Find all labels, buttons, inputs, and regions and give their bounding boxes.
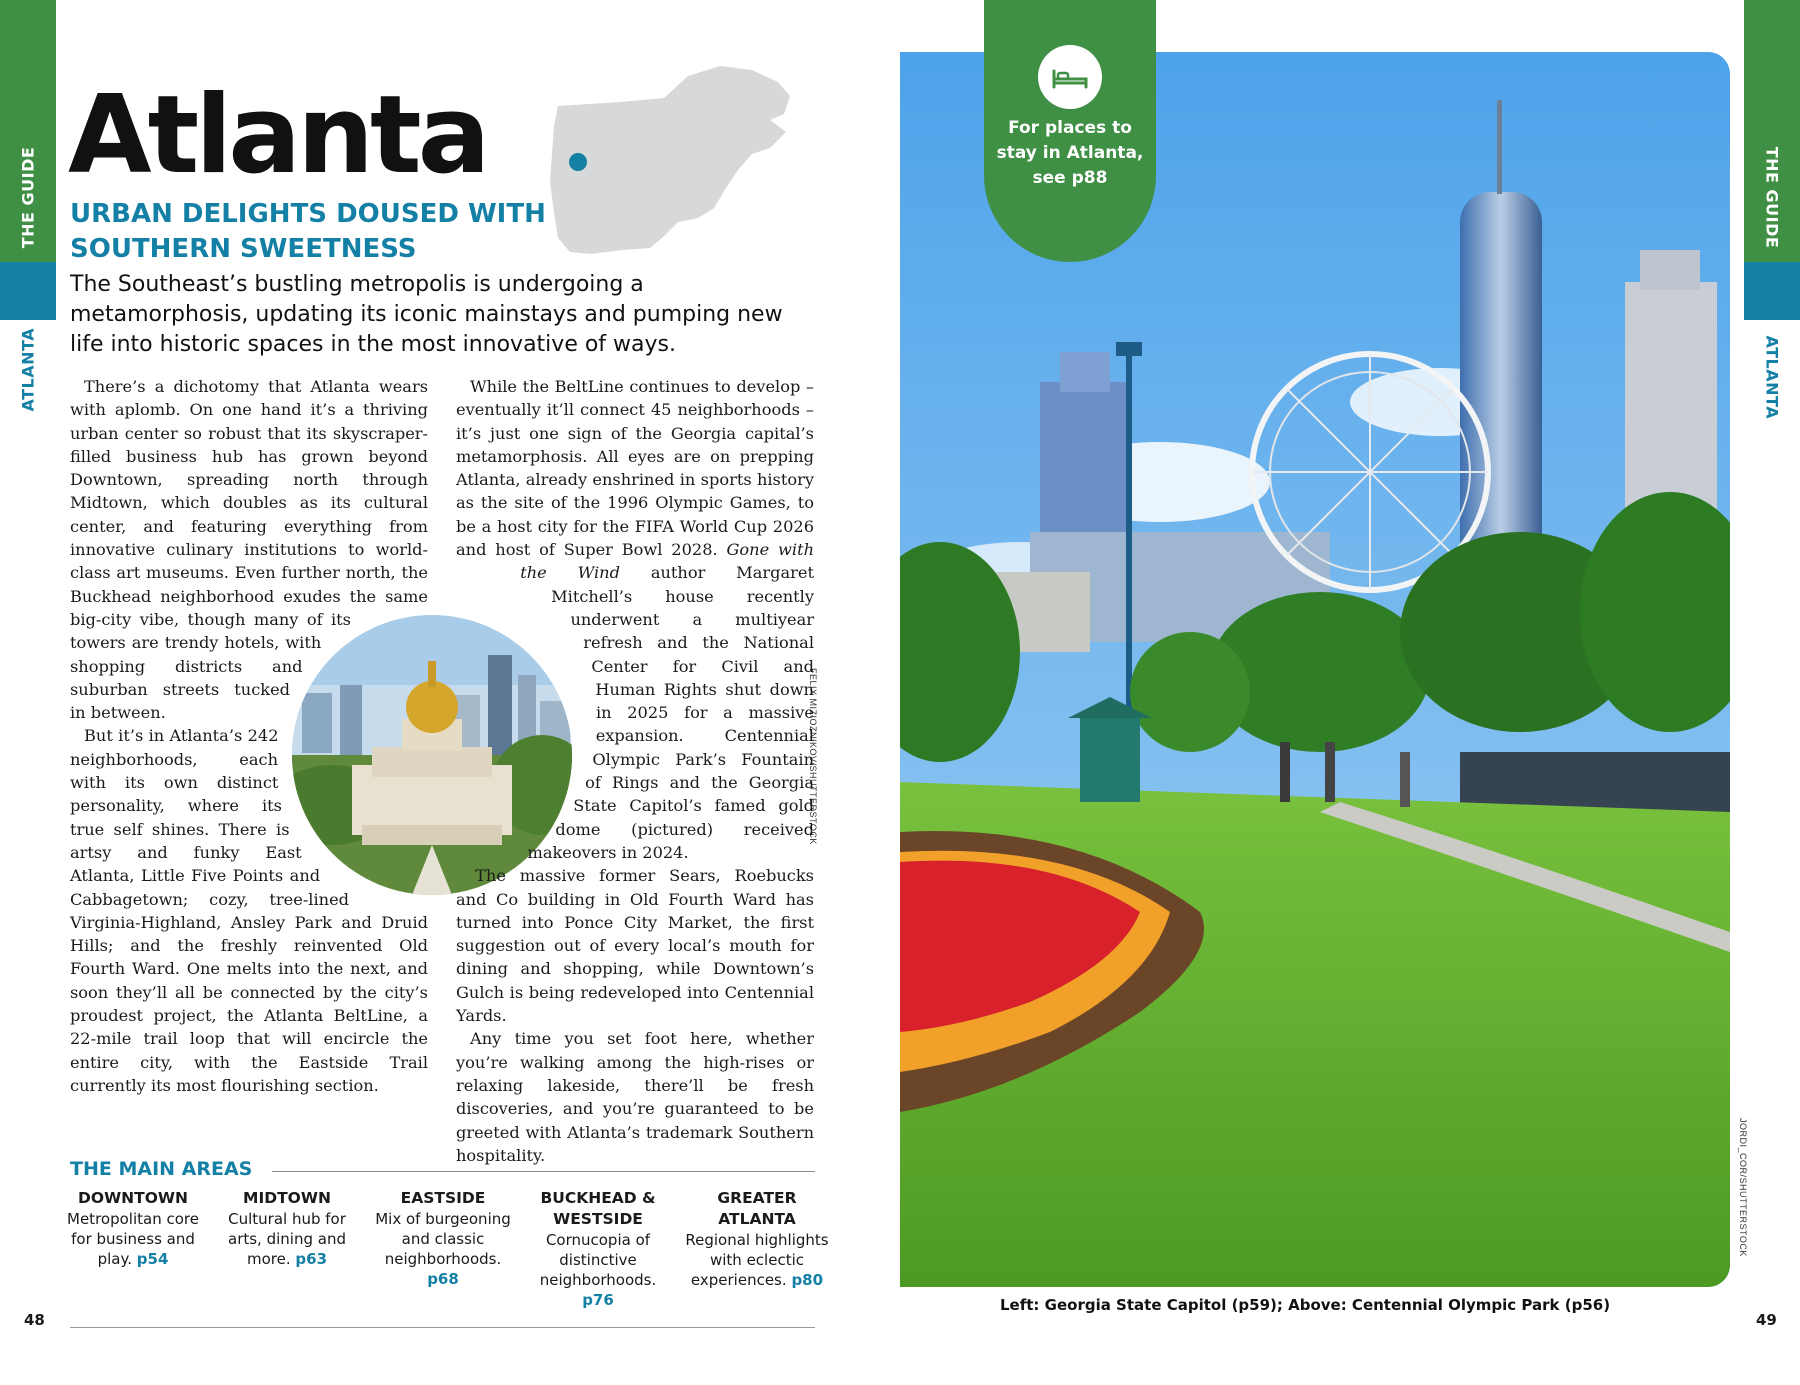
area-description: Mix of burgeoning and classic neighborhoods. p68 xyxy=(375,1210,511,1288)
chapter-tab-right-label: ATLANTA xyxy=(1762,335,1782,420)
area-description: Cultural hub for arts, dining and more. p63 xyxy=(228,1210,346,1268)
accommodation-badge-text: For places to stay in Atlanta, see p88 xyxy=(996,118,1144,188)
section-tab-right-label: THE GUIDE xyxy=(1762,146,1782,249)
body-paragraph: The massive former Sears, Roebucks and Co building in Old Fourth Ward has turned into Ponce City Market, the first suggestion out of every local’s mouth for dining and shopping, while Downtown’s Gulch is being redeveloped into Centennial Yards. xyxy=(456,866,814,1026)
page-number-right: 49 xyxy=(1756,1311,1777,1329)
section-tab-right xyxy=(1744,0,1800,262)
area-name: DOWNTOWN xyxy=(78,1189,188,1207)
main-area-greater-atlanta xyxy=(682,1188,832,1290)
area-description: Regional highlights with eclectic experiences. p80 xyxy=(685,1231,829,1289)
bed-icon xyxy=(1038,45,1102,109)
page-title: Atlanta xyxy=(68,73,487,198)
footer-divider xyxy=(70,1327,815,1328)
body-paragraph: While the BeltLine continues to develop – eventually it’ll connect 45 neighborhoods – it’s just one sign of the Georgia capital’s metamorphosis. All eyes are on prepping Atlanta, already enshrined in sports history as the site of the 1996 Olympic Games, to be a host city for the FIFA World Cup 2026 and host of Super Bowl 2028. Gone with the Wind author Margaret Mitchell’s house recently underwent a multiyear refresh and the National Center for Civil and Human Rights shut down in 2025 for a massive expansion. Centennial Olympic Park’s Fountain of Rings and the Georgia State Capitol’s famed gold dome (pictured) received makeovers in 2024. xyxy=(456,377,814,862)
chapter-tab-left-label: ATLANTA xyxy=(18,327,38,412)
photo-credit-park: JORDI_COR/SHUTTERSTOCK xyxy=(1738,1118,1748,1257)
body-paragraph: Any time you set foot here, whether you’re walking among the high-rises or relaxing lakeside, there’ll be fresh discoveries, and you’re guaranteed to be greeted with Atlanta’s trademark Southern hospitality. xyxy=(456,1029,814,1165)
atlanta-location-dot xyxy=(569,153,587,171)
section-tab-left xyxy=(0,0,56,262)
area-description: Metropolitan core for business and play. p54 xyxy=(67,1210,199,1268)
area-page-link[interactable]: p54 xyxy=(136,1250,169,1268)
area-page-link[interactable]: p63 xyxy=(295,1250,328,1268)
page-number-left: 48 xyxy=(24,1311,45,1329)
body-column-right xyxy=(456,375,814,1167)
area-page-link[interactable]: p68 xyxy=(427,1270,459,1288)
area-description: Cornucopia of distinctive neighborhoods. p76 xyxy=(539,1231,657,1309)
body-paragraph: There’s a dichotomy that Atlanta wears with aplomb. On one hand it’s a thriving urban center so robust that its skyscraper-filled business hub has grown beyond Downtown, spreading north through Midtown, which doubles as its cultural center, and featuring everything from innovative culinary institutions to world-class art museums. Even further north, the Buckhead neighborhood exudes the same big-city vibe, though many of its towers are trendy hotels, with shopping districts and suburban streets tucked in between. xyxy=(70,377,428,723)
section-tab-left-label: THE GUIDE xyxy=(18,146,38,249)
page-subtitle: URBAN DELIGHTS DOUSED WITH SOUTHERN SWEETNESS xyxy=(70,199,546,264)
chapter-tab-right xyxy=(1744,262,1800,320)
body-column-left xyxy=(70,375,428,1097)
area-page-link[interactable]: p76 xyxy=(582,1291,614,1309)
photo-caption: Left: Georgia State Capitol (p59); Above: Centennial Olympic Park (p56) xyxy=(1000,1296,1611,1314)
intro-text: The Southeast’s bustling metropolis is undergoing a metamorphosis, updating its iconic mainstays and pumping new life into historic spaces in the most innovative of ways. xyxy=(70,272,783,357)
area-name: BUCKHEAD & WESTSIDE xyxy=(540,1189,656,1228)
chapter-tab-left xyxy=(0,262,56,320)
area-name: EASTSIDE xyxy=(400,1189,486,1207)
photo-credit-capitol: FELIX MIZIOZNIKOV/SHUTTERSTOCK xyxy=(808,668,818,845)
accommodation-badge[interactable] xyxy=(984,0,1156,262)
main-areas-divider xyxy=(272,1171,815,1172)
main-area-downtown xyxy=(58,1188,208,1269)
main-area-buckhead-westside xyxy=(523,1188,673,1310)
main-area-eastside xyxy=(368,1188,518,1289)
area-name: MIDTOWN xyxy=(243,1189,331,1207)
book-title: Gone with the Wind xyxy=(520,540,814,583)
main-area-midtown xyxy=(212,1188,362,1269)
area-name: GREATER ATLANTA xyxy=(717,1189,797,1228)
area-page-link[interactable]: p80 xyxy=(791,1271,824,1289)
main-areas-title: THE MAIN AREAS xyxy=(70,1158,253,1180)
body-paragraph: But it’s in Atlanta’s 242 neighborhoods, each with its own distinct personality, where its true self shines. There is artsy and funky East Atlanta, Little Five Points and Cabbagetown; cozy, tree-lined Virginia-Highland, Ansley Park and Druid Hills; and the freshly reinvented Old Fourth Ward. One melts into the next, and soon they’ll all be connected by the city’s proudest project, the Atlanta BeltLine, a 22-mile trail loop that will encircle the entire city, with the Eastside Trail currently its most flourishing section. xyxy=(70,726,428,1095)
